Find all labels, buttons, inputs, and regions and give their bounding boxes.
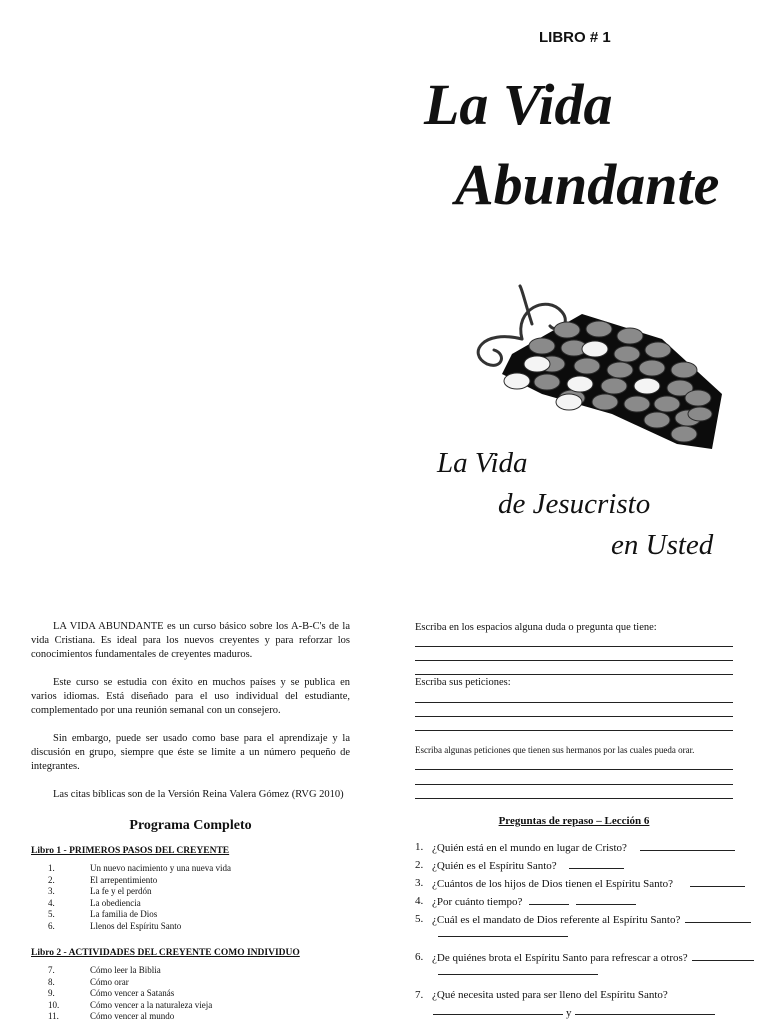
review-question-3: 3. ¿Cuántos de los hijos de Dios tienen el Espíritu Santo?: [415, 876, 735, 890]
writing-line[interactable]: [415, 769, 733, 770]
title-line-1: La Vida: [424, 72, 613, 137]
conjunction-y: y: [566, 1007, 572, 1019]
writing-line[interactable]: [415, 730, 733, 731]
subtitle-line-1: La Vida: [437, 447, 528, 479]
intro-paragraph-2: Este curso se estudia con éxito en muchos países y se publica en varios idiomas. Está diseñado para el uso individual del estudiante, complementado por una reunión semanal con un consejero.: [31, 677, 350, 716]
grapes-illustration: [462, 284, 752, 464]
review-question-1: 1. ¿Quién está en el mundo en lugar de Cristo?: [415, 840, 735, 854]
writing-line[interactable]: [415, 674, 733, 675]
answer-blank[interactable]: [685, 912, 751, 923]
answer-blank[interactable]: [433, 1004, 563, 1015]
review-question-5: 5. ¿Cuál es el mandato de Dios referente al Espíritu Santo?: [415, 912, 735, 944]
writing-line[interactable]: [415, 646, 733, 647]
answer-blank[interactable]: [692, 950, 754, 961]
notes-prompt-brothers: Escriba algunas peticiones que tienen sus hermanos por las cuales pueda orar.: [415, 745, 695, 755]
writing-line[interactable]: [415, 702, 733, 703]
writing-line[interactable]: [415, 798, 733, 799]
answer-blank[interactable]: [575, 1004, 715, 1015]
intro-paragraph-3: Sin embargo, puede ser usado como base para el aprendizaje y la discusión en grupo, siempre que éste se limite a un número pequeño de integrantes.: [31, 733, 350, 772]
program-title: Programa Completo: [129, 818, 252, 833]
book-number: LIBRO # 1: [539, 29, 611, 46]
book1-heading: Libro 1 - PRIMEROS PASOS DEL CREYENTE: [31, 846, 230, 856]
answer-blank[interactable]: [438, 964, 598, 975]
writing-line[interactable]: [415, 660, 733, 661]
answer-blank[interactable]: [640, 840, 735, 851]
notes-prompt-questions: Escriba en los espacios alguna duda o pregunta que tiene:: [415, 622, 657, 633]
subtitle-line-2: de Jesucristo: [498, 488, 651, 520]
intro-paragraph-4: Las citas bíblicas son de la Versión Reina Valera Gómez (RVG 2010): [53, 789, 344, 800]
book1-list: 1. Un nuevo nacimiento y una nueva vida 2. El arrepentimiento 3. La fe y el perdón 4. La obediencia 5. La familia de Dios 6. Llenos del Espíritu Santo: [48, 863, 231, 931]
review-question-2: 2. ¿Quién es el Espíritu Santo?: [415, 858, 735, 872]
answer-blank[interactable]: [576, 894, 636, 905]
answer-blank[interactable]: [438, 926, 568, 937]
book2-list: 7. Cómo leer la Biblia 8. Cómo orar 9. Cómo vencer a Satanás 10. Cómo vencer a la naturaleza vieja 11. Cómo vencer al mundo: [48, 965, 213, 1022]
answer-blank[interactable]: [690, 876, 745, 887]
answer-blank[interactable]: [529, 894, 569, 905]
review-question-4: 4. ¿Por cuánto tiempo?: [415, 894, 735, 908]
book2-heading: Libro 2 - ACTIVIDADES DEL CREYENTE COMO INDIVIDUO: [31, 948, 300, 958]
answer-blank[interactable]: [569, 858, 624, 869]
writing-line[interactable]: [415, 784, 733, 785]
title-line-2: Abundante: [455, 152, 720, 217]
review-title: Preguntas de repaso – Lección 6: [498, 815, 650, 827]
notes-prompt-petitions: Escriba sus peticiones:: [415, 677, 511, 688]
review-question-6: 6. ¿De quiénes brota el Espíritu Santo para refrescar a otros?: [415, 950, 735, 982]
intro-paragraph-1: LA VIDA ABUNDANTE es un curso básico sobre los A-B-C's de la vida Cristiana. Es ideal para los nuevos creyentes y para reforzar los conocimientos fundamentales de creyentes maduros.: [31, 621, 350, 660]
writing-line[interactable]: [415, 716, 733, 717]
review-question-7: 7. ¿Qué necesita usted para ser lleno del Espíritu Santo? y: [415, 988, 735, 1020]
subtitle-line-3: en Usted: [611, 529, 714, 561]
intro-text: [31, 620, 350, 816]
